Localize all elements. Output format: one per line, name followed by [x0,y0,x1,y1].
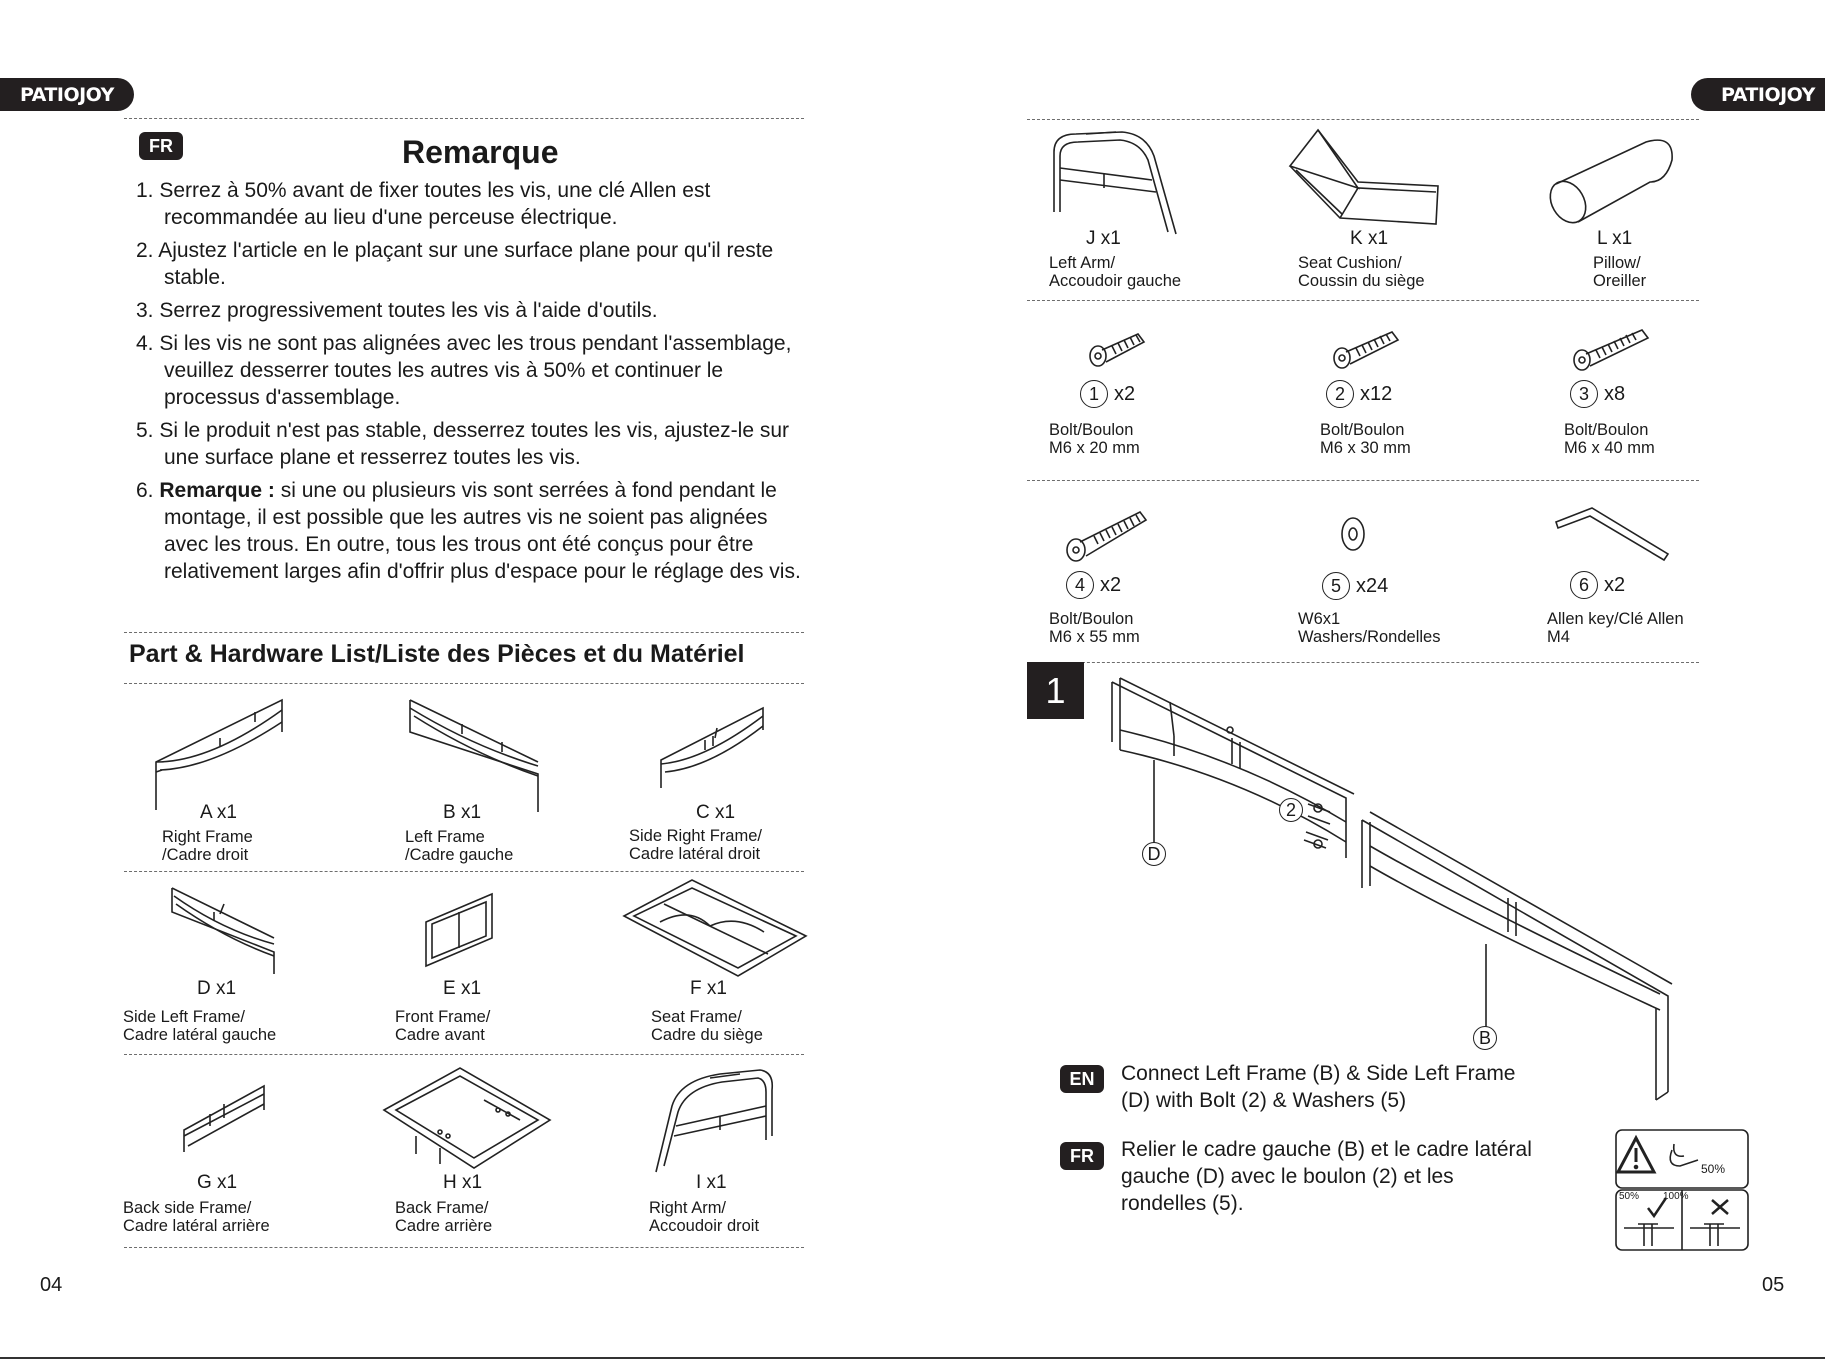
side-left-frame-illustration [166,882,281,982]
part-name-f: Seat Frame/ Cadre du siège [651,1008,763,1044]
note-item: 6. Remarque : si une ou plusieurs vis sont serrées à fond pendant le montage, il est possible que les autres vis ne soient pas alignées avec les trous. En outre, tous les trous ont été conçus pour être relativement larges afin d'offrir plus d'espace pour le réglage des vis. [136,479,801,583]
hardware-qty-5: 5 x24 [1322,572,1388,600]
hardware-qty-1: 1 x2 [1080,380,1135,408]
remarque-title: Remarque [402,134,559,170]
divider [1027,480,1699,481]
hardware-qty-3: 3 x8 [1570,380,1625,408]
right-arm-illustration [650,1066,780,1181]
callout-b: B [1473,1026,1497,1050]
part-name-g: Back side Frame/ Cadre latéral arrière [123,1199,270,1235]
part-name-e: Front Frame/ Cadre avant [395,1008,491,1044]
hardware-qty-2: 2 x12 [1326,380,1392,408]
part-name-d: Side Left Frame/ Cadre latéral gauche [123,1008,277,1044]
washer-illustration [1338,514,1368,559]
bottom-border [0,1357,1825,1359]
part-code-j: J x1 [1086,228,1121,249]
part-name-c: Side Right Frame/ Cadre latéral droit [629,827,762,863]
part-name-k: Seat Cushion/ Coussin du siège [1298,254,1425,290]
part-code-f: F x1 [690,978,727,999]
bolt-m6x55-illustration [1064,506,1149,569]
hardware-qty-6: 6 x2 [1570,571,1625,599]
part-name-j: Left Arm/ Accoudoir gauche [1049,254,1182,290]
brand-logo-left: PATIOJOY [0,78,134,111]
divider [124,632,804,633]
page-number-right: 05 [1762,1274,1785,1296]
part-code-b: B x1 [443,802,482,823]
divider [1027,119,1699,120]
divider [1027,300,1699,301]
hardware-name-2: Bolt/Boulon M6 x 30 mm [1320,421,1411,457]
hardware-number-6: 6 [1570,571,1598,599]
front-frame-illustration [422,890,497,975]
step-number: 1 [1027,662,1084,719]
hardware-number-5: 5 [1322,572,1350,600]
callout-d: D [1142,842,1166,866]
divider [124,871,804,872]
note-item: 5. Si le produit n'est pas stable, desserrez toutes les vis, ajustez-le sur une surface plane et resserrez toutes les vis. [136,419,790,469]
hardware-number-4: 4 [1066,571,1094,599]
warning-full-percent: 100% [1663,1191,1689,1202]
allen-key-illustration [1552,504,1672,569]
hardware-number-2: 2 [1326,380,1354,408]
pillow-illustration [1546,138,1676,233]
lang-badge-fr: FR [139,132,183,160]
part-code-c: C x1 [696,802,736,823]
callout-bolt-2: 2 [1279,798,1303,822]
part-code-h: H x1 [443,1172,483,1193]
note-item: 1. Serrez à 50% avant de fixer toutes les vis, une clé Allen est recommandée au lieu d'une perceuse électrique. [136,179,711,229]
part-name-b: Left Frame /Cadre gauche [405,828,514,864]
note-item: 2. Ajustez l'article en le plaçant sur une surface plane pour qu'il reste stable. [136,239,774,289]
instruction-fr: Relier le cadre gauche (B) et le cadre latéral gauche (D) avec le boulon (2) et les rondelles (5). [1121,1138,1532,1215]
part-code-d: D x1 [197,978,237,999]
part-code-i: I x1 [696,1172,727,1193]
part-name-a: Right Frame /Cadre droit [162,828,253,864]
parts-list-title: Part & Hardware List/Liste des Pièces et du Matériel [129,640,745,668]
back-frame-illustration [380,1064,555,1179]
hardware-name-6: Allen key/Clé Allen M4 [1547,610,1684,646]
hardware-name-4: Bolt/Boulon M6 x 55 mm [1049,610,1140,646]
bolt-m6x20-illustration [1088,328,1148,373]
bolt-m6x40-illustration [1572,324,1652,377]
hardware-name-1: Bolt/Boulon M6 x 20 mm [1049,421,1140,457]
part-code-a: A x1 [200,802,237,823]
note-item: 3. Serrez progressivement toutes les vis à l'aide d'outils. [136,299,658,322]
part-name-h: Back Frame/ Cadre arrière [395,1199,493,1235]
side-right-frame-illustration [655,700,770,800]
hardware-name-5: W6x1 Washers/Rondelles [1298,610,1441,646]
notes-list [134,177,804,591]
hardware-number-1: 1 [1080,380,1108,408]
instruction-en: Connect Left Frame (B) & Side Left Frame (D) with Bolt (2) & Washers (5) [1121,1062,1516,1112]
seat-cushion-illustration [1286,126,1446,231]
divider [124,1247,804,1248]
hardware-qty-4: 4 x2 [1066,571,1121,599]
back-side-frame-illustration [180,1080,270,1165]
warning-tighten-percent: 50% [1701,1162,1726,1176]
part-code-g: G x1 [197,1172,238,1193]
left-arm-illustration [1046,128,1181,243]
page-number-left: 04 [40,1274,63,1296]
divider [124,683,804,684]
part-name-l: Pillow/ Oreiller [1593,254,1647,290]
warning-half-percent: 50% [1619,1191,1640,1202]
divider [124,118,804,119]
part-code-k: K x1 [1350,228,1389,249]
lang-badge-en: EN [1060,1065,1104,1093]
note-item: 4. Si les vis ne sont pas alignées avec les trous pendant l'assemblage, veuillez desserrer toutes les autres vis à 50% et continuer le processus d'assemblage. [136,332,792,409]
divider [124,1054,804,1055]
divider [1027,662,1699,663]
brand-logo-right: PATIOJOY [1691,78,1825,111]
bolt-m6x30-illustration [1332,326,1402,375]
part-code-l: L x1 [1597,228,1633,249]
hardware-name-3: Bolt/Boulon M6 x 40 mm [1564,421,1655,457]
lang-badge-fr-step: FR [1060,1142,1104,1170]
part-name-i: Right Arm/ Accoudoir droit [649,1199,760,1235]
part-code-e: E x1 [443,978,482,999]
step1-assembly-illustration [1100,672,1690,1117]
seat-frame-illustration [620,876,810,986]
hardware-number-3: 3 [1570,380,1598,408]
